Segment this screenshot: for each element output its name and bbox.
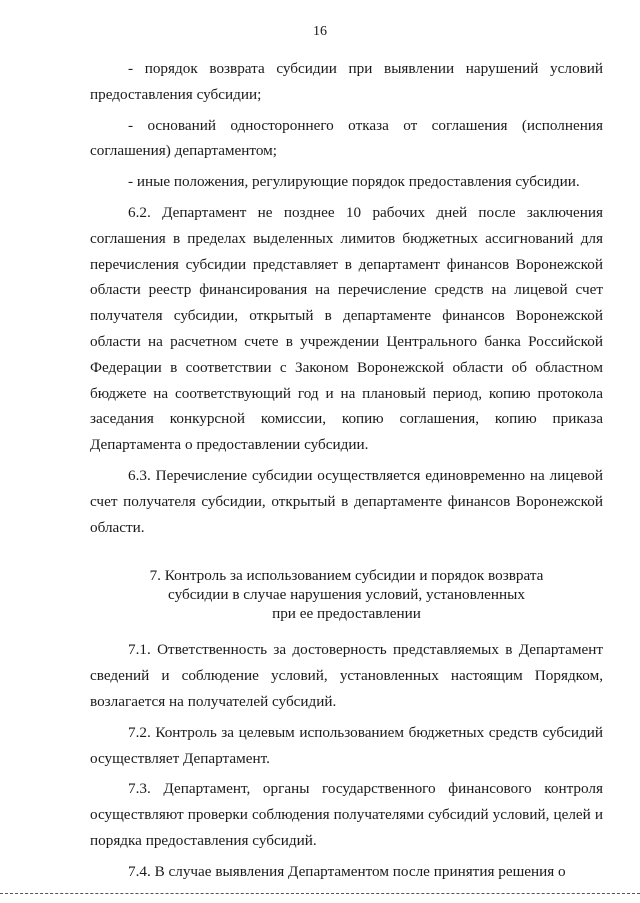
document-body [90,56,603,885]
page-bottom-edge [0,893,640,894]
paragraph-return-procedure: - порядок возврата субсидии при выявлении нарушений условий предоставления субсидии; [90,60,603,103]
paragraph-7-4: 7.4. В случае выявления Департаментом после принятия решения о [128,862,566,880]
section-heading-line: при ее предоставлении [272,605,421,623]
section-heading-line: субсидии в случае нарушения условий, установленных [168,586,525,604]
section-7-heading [90,566,603,623]
paragraph-7-1: 7.1. Ответственность за достоверность представляемых в Департамент сведений и соблюдение условий, установленных настоящим Порядком, возлагается на получателей субсидий. [90,641,603,710]
paragraph-other-provisions: - иные положения, регулирующие порядок предоставления субсидии. [128,173,580,191]
paragraph-7-3: 7.3. Департамент, органы государственного финансового контроля осуществляют проверки соблюдения получателями субсидий условий, целей и порядка предоставления субсидий. [90,780,603,849]
paragraph-6-2: 6.2. Департамент не позднее 10 рабочих дней после заключения соглашения в пределах выделенных лимитов бюджетных ассигнований для перечисления субсидии представляет в департамент финансов Воронежской области реестр финансирования на перечисление средств на лицевой счет получателя субсидии, открытый в департаменте финансов Воронежской области на расчетном счете в учреждении Центрального банка Российской Федерации в соответствии с Законом Воронежской области об областном бюджете на соответствующий год и на плановый период, копию протокола заседания конкурсной комиссии, копию соглашения, копию приказа Департамента о предоставлении субсидии. [90,203,603,454]
paragraph-6-3: 6.3. Перечисление субсидии осуществляется единовременно на лицевой счет получателя субсидии, открытый в департаменте финансов Воронежской области. [90,466,603,536]
paragraph-unilateral-refusal: - оснований одностороннего отказа от соглашения (исполнения соглашения) департаментом; [90,116,603,160]
page-number: 16 [313,24,327,39]
paragraph-7-2: 7.2. Контроль за целевым использованием бюджетных средств субсидий осуществляет Департамент. [90,723,603,767]
section-heading-line: 7. Контроль за использованием субсидии и порядок возврата [149,567,544,585]
